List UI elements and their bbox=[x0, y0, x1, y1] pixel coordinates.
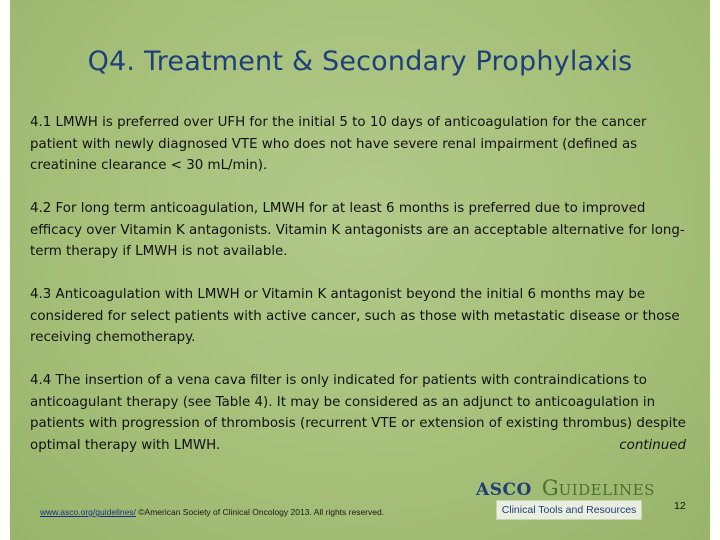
paragraph-4-3: 4.3 Anticoagulation with LMWH or Vitamin K antagonist beyond the initial 6 months may be considered for select patients with active cancer, such as those with metastatic disease or those receiving chemotherapy. bbox=[30, 287, 680, 345]
footer bbox=[40, 507, 384, 517]
guidelines-link[interactable]: www.asco.org/guidelines/ bbox=[40, 507, 136, 517]
slide-body bbox=[30, 112, 694, 456]
copyright-text: ©American Society of Clinical Oncology 2013. All rights reserved. bbox=[135, 507, 385, 517]
logo-guidelines-initial: G bbox=[541, 476, 559, 500]
slide-title: Q4. Treatment & Secondary Prophylaxis bbox=[87, 46, 633, 77]
logo-wordmark bbox=[476, 476, 655, 500]
paragraph-4-4 bbox=[30, 370, 694, 456]
continued-label: continued bbox=[619, 437, 686, 453]
slide bbox=[10, 0, 710, 540]
paragraph-4-2: 4.2 For long term anticoagulation, LMWH for at least 6 months is preferred due to improved efficacy over Vitamin K antagonists. Vitamin K antagonists are an acceptable alternative for long-term therapy if LMWH is not available. bbox=[30, 201, 685, 259]
asco-guidelines-logo bbox=[476, 476, 655, 522]
paragraph-4-4-text: 4.4 The insertion of a vena cava filter is only indicated for patients with contraindications to anticoagulant therapy (see Table 4). It may be considered as an adjunct to anticoagulation in patients with progression of thrombosis (recurrent VTE or extension of existing thrombus) despite optimal therapy with LMWH. bbox=[30, 373, 686, 453]
logo-guidelines-rest: UIDELINES bbox=[558, 481, 655, 499]
page-number: 12 bbox=[674, 500, 686, 512]
logo-asco-text: ASCO bbox=[476, 480, 532, 500]
paragraph-4-1: 4.1 LMWH is preferred over UFH for the initial 5 to 10 days of anticoagulation for the cancer patient with newly diagnosed VTE who does not have severe renal impairment (defined as creatinine clearance < 30 mL/min). bbox=[30, 115, 647, 173]
logo-tagline: Clinical Tools and Resources bbox=[496, 500, 642, 520]
